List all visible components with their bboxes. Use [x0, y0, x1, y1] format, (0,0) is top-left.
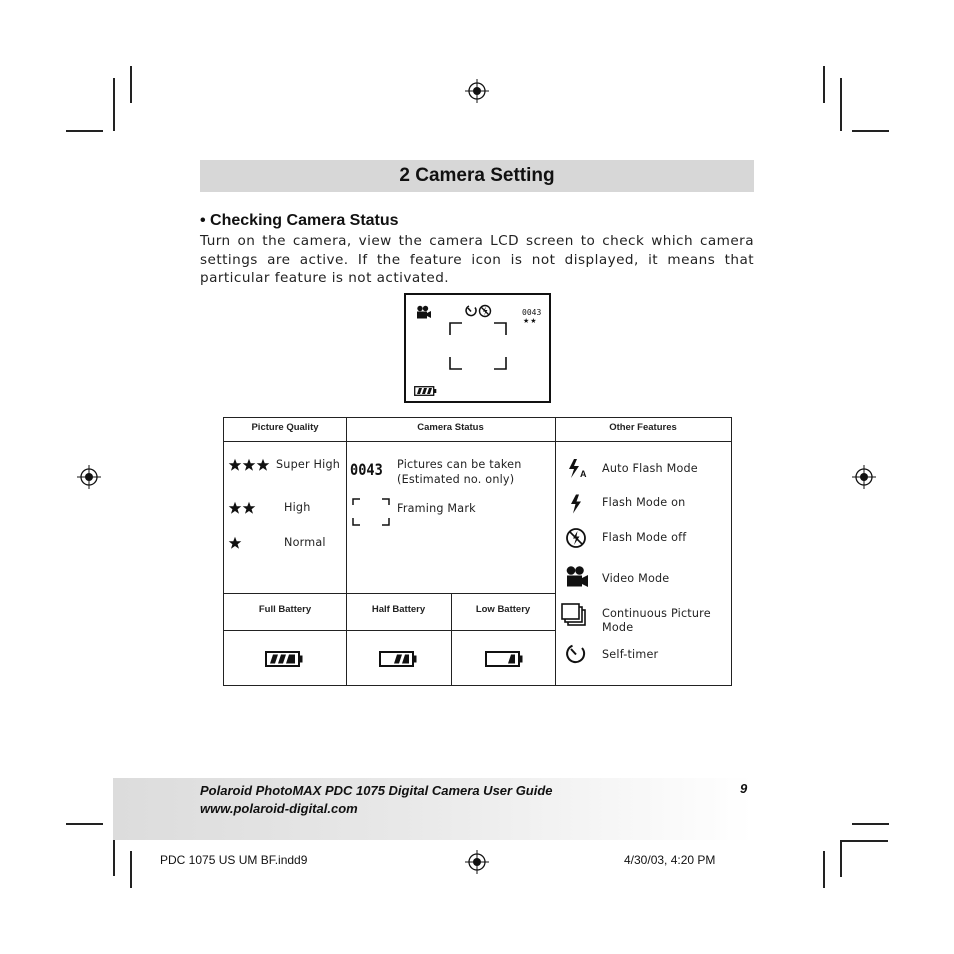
star-icon [228, 501, 256, 515]
svg-text:A: A [580, 469, 587, 479]
status-counter-desc: Pictures can be taken (Estimated no. only) [397, 458, 522, 486]
registration-mark-left [77, 465, 101, 489]
registration-mark-top [465, 79, 489, 103]
continuous-picture-icon [560, 602, 588, 628]
header-full-battery: Full Battery [258, 604, 312, 615]
slug-file: PDC 1075 US UM BF.indd9 [160, 853, 308, 867]
quality-label: High [284, 501, 311, 514]
header-low-battery: Low Battery [475, 604, 531, 615]
footer-url: www.polaroid-digital.com [200, 801, 358, 816]
feature-label: Flash Mode on [602, 496, 686, 509]
star-icon [228, 536, 242, 550]
battery-icon [414, 386, 437, 396]
framing-mark-icon [352, 498, 390, 526]
auto-flash-icon [567, 458, 589, 480]
battery-full-icon [265, 651, 303, 667]
slug-date: 4/30/03, 4:20 PM [624, 853, 716, 867]
section-heading: • Checking Camera Status [200, 212, 399, 229]
video-camera-icon [416, 305, 432, 319]
footer-title: Polaroid PhotoMAX PDC 1075 Digital Camera User Guide [200, 783, 553, 798]
feature-label: Video Mode [602, 572, 670, 585]
header-half-battery: Half Battery [371, 604, 426, 615]
flash-off-icon [478, 304, 492, 318]
star-icon [228, 458, 270, 472]
status-counter: 0043 [350, 460, 383, 479]
lcd-screen [404, 293, 551, 403]
lcd-quality-stars: ★★ [523, 318, 538, 325]
registration-mark-right [852, 465, 876, 489]
quality-high [228, 501, 346, 517]
self-timer-icon [464, 304, 478, 318]
flash-off-icon [565, 527, 587, 549]
header-other-features: Other Features [609, 422, 677, 433]
battery-half-icon [379, 651, 417, 667]
feature-label: Self-timer [602, 648, 659, 661]
chapter-header [200, 160, 754, 192]
registration-mark-bottom [465, 850, 489, 874]
video-camera-icon [565, 565, 589, 589]
status-table [223, 417, 732, 686]
lcd-counter: 0043 [522, 308, 542, 317]
header-camera-status: Camera Status [417, 422, 484, 433]
quality-super-high [228, 458, 346, 474]
feature-label: Auto Flash Mode [602, 462, 698, 475]
header-picture-quality: Picture Quality [251, 422, 319, 433]
lcd-framing-mark [449, 322, 507, 370]
self-timer-icon [565, 643, 587, 665]
feature-label: Continuous Picture Mode [602, 607, 711, 634]
battery-low-icon [485, 651, 523, 667]
feature-label: Flash Mode off [602, 531, 687, 544]
chapter-title: 2 Camera Setting [399, 165, 555, 186]
quality-label: Super High [276, 458, 341, 471]
flash-on-icon [569, 494, 583, 514]
intro-paragraph: Turn on the camera, view the camera LCD screen to check which camera settings are active. If the feature icon is not displayed, it means that particular feature is not activated. [200, 233, 754, 286]
quality-normal [228, 536, 346, 552]
page-number: 9 [740, 781, 748, 796]
quality-label: Normal [284, 536, 326, 549]
framing-mark-label: Framing Mark [397, 502, 476, 515]
